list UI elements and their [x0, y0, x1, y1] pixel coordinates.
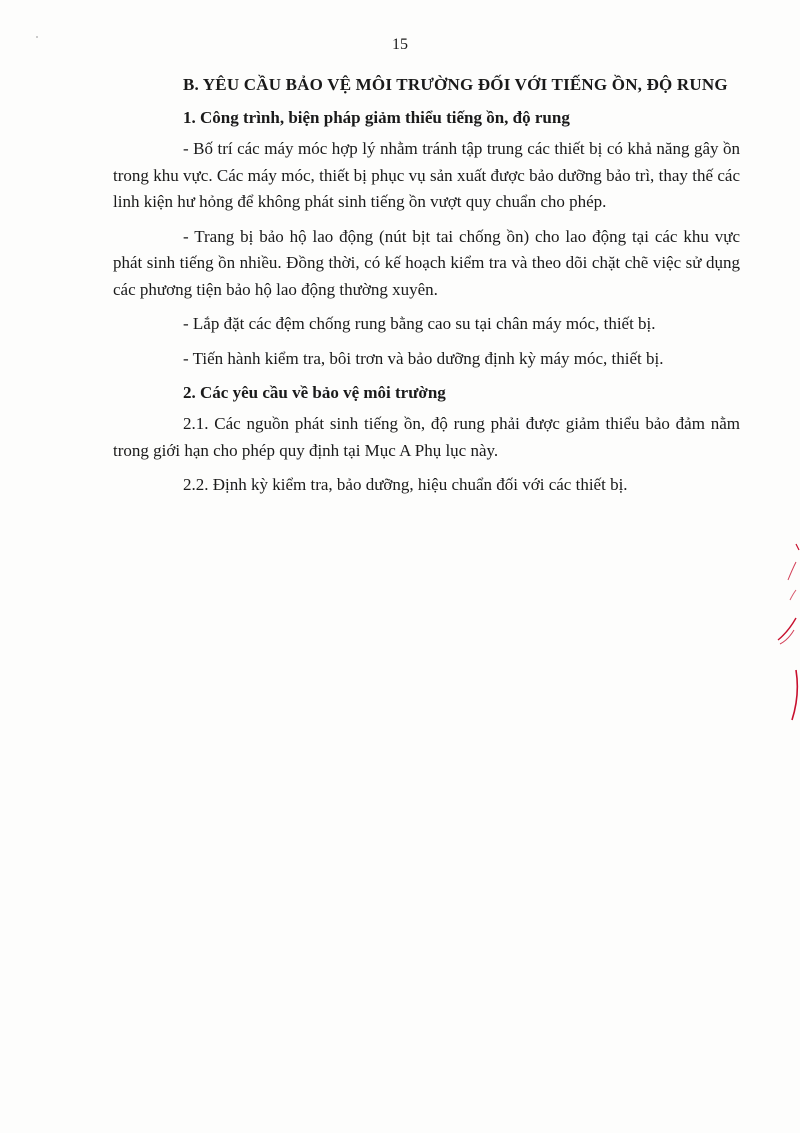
page-content: [113, 72, 740, 507]
paragraph-1-3: - Lắp đặt các đệm chống rung bằng cao su tại chân máy móc, thiết bị.: [183, 314, 656, 333]
paragraph-2-1: 2.1. Các nguồn phát sinh tiếng ồn, độ rung phải được giảm thiểu bảo đảm nằm trong giới hạn cho phép quy định tại Mục A Phụ lục này.: [113, 414, 740, 460]
page-number: 15: [392, 36, 408, 53]
paragraph-1-2: - Trang bị bảo hộ lao động (nút bịt tai chống ồn) cho lao động tại các khu vực phát sinh tiếng ồn nhiều. Đồng thời, có kế hoạch kiểm tra và theo dõi chặt chẽ việc sử dụng các phương tiện bảo hộ lao động thường xuyên.: [113, 226, 740, 299]
subsection-1-title: 1. Công trình, biện pháp giảm thiểu tiếng ồn, độ rung: [183, 108, 570, 127]
paragraph-2-2: 2.2. Định kỳ kiểm tra, bảo dưỡng, hiệu chuẩn đối với các thiết bị.: [183, 475, 628, 494]
section-heading: B. YÊU CẦU BẢO VỆ MÔI TRƯỜNG ĐỐI VỚI TIẾNG ỒN, ĐỘ RUNG: [183, 75, 728, 94]
stamp-edge-mark: [774, 540, 800, 730]
paragraph-1-4: - Tiến hành kiểm tra, bôi trơn và bảo dưỡng định kỳ máy móc, thiết bị.: [183, 348, 664, 368]
subsection-2-title: 2. Các yêu cầu về bảo vệ môi trường: [183, 383, 446, 402]
paragraph-1-1: - Bố trí các máy móc hợp lý nhằm tránh tập trung các thiết bị có khả năng gây ồn trong khu vực. Các máy móc, thiết bị phục vụ sản xuất được bảo dưỡng bảo trì, thay thế các linh kiện hư hỏng để không phát sinh tiếng ồn vượt quy chuẩn cho phép.: [113, 139, 740, 211]
